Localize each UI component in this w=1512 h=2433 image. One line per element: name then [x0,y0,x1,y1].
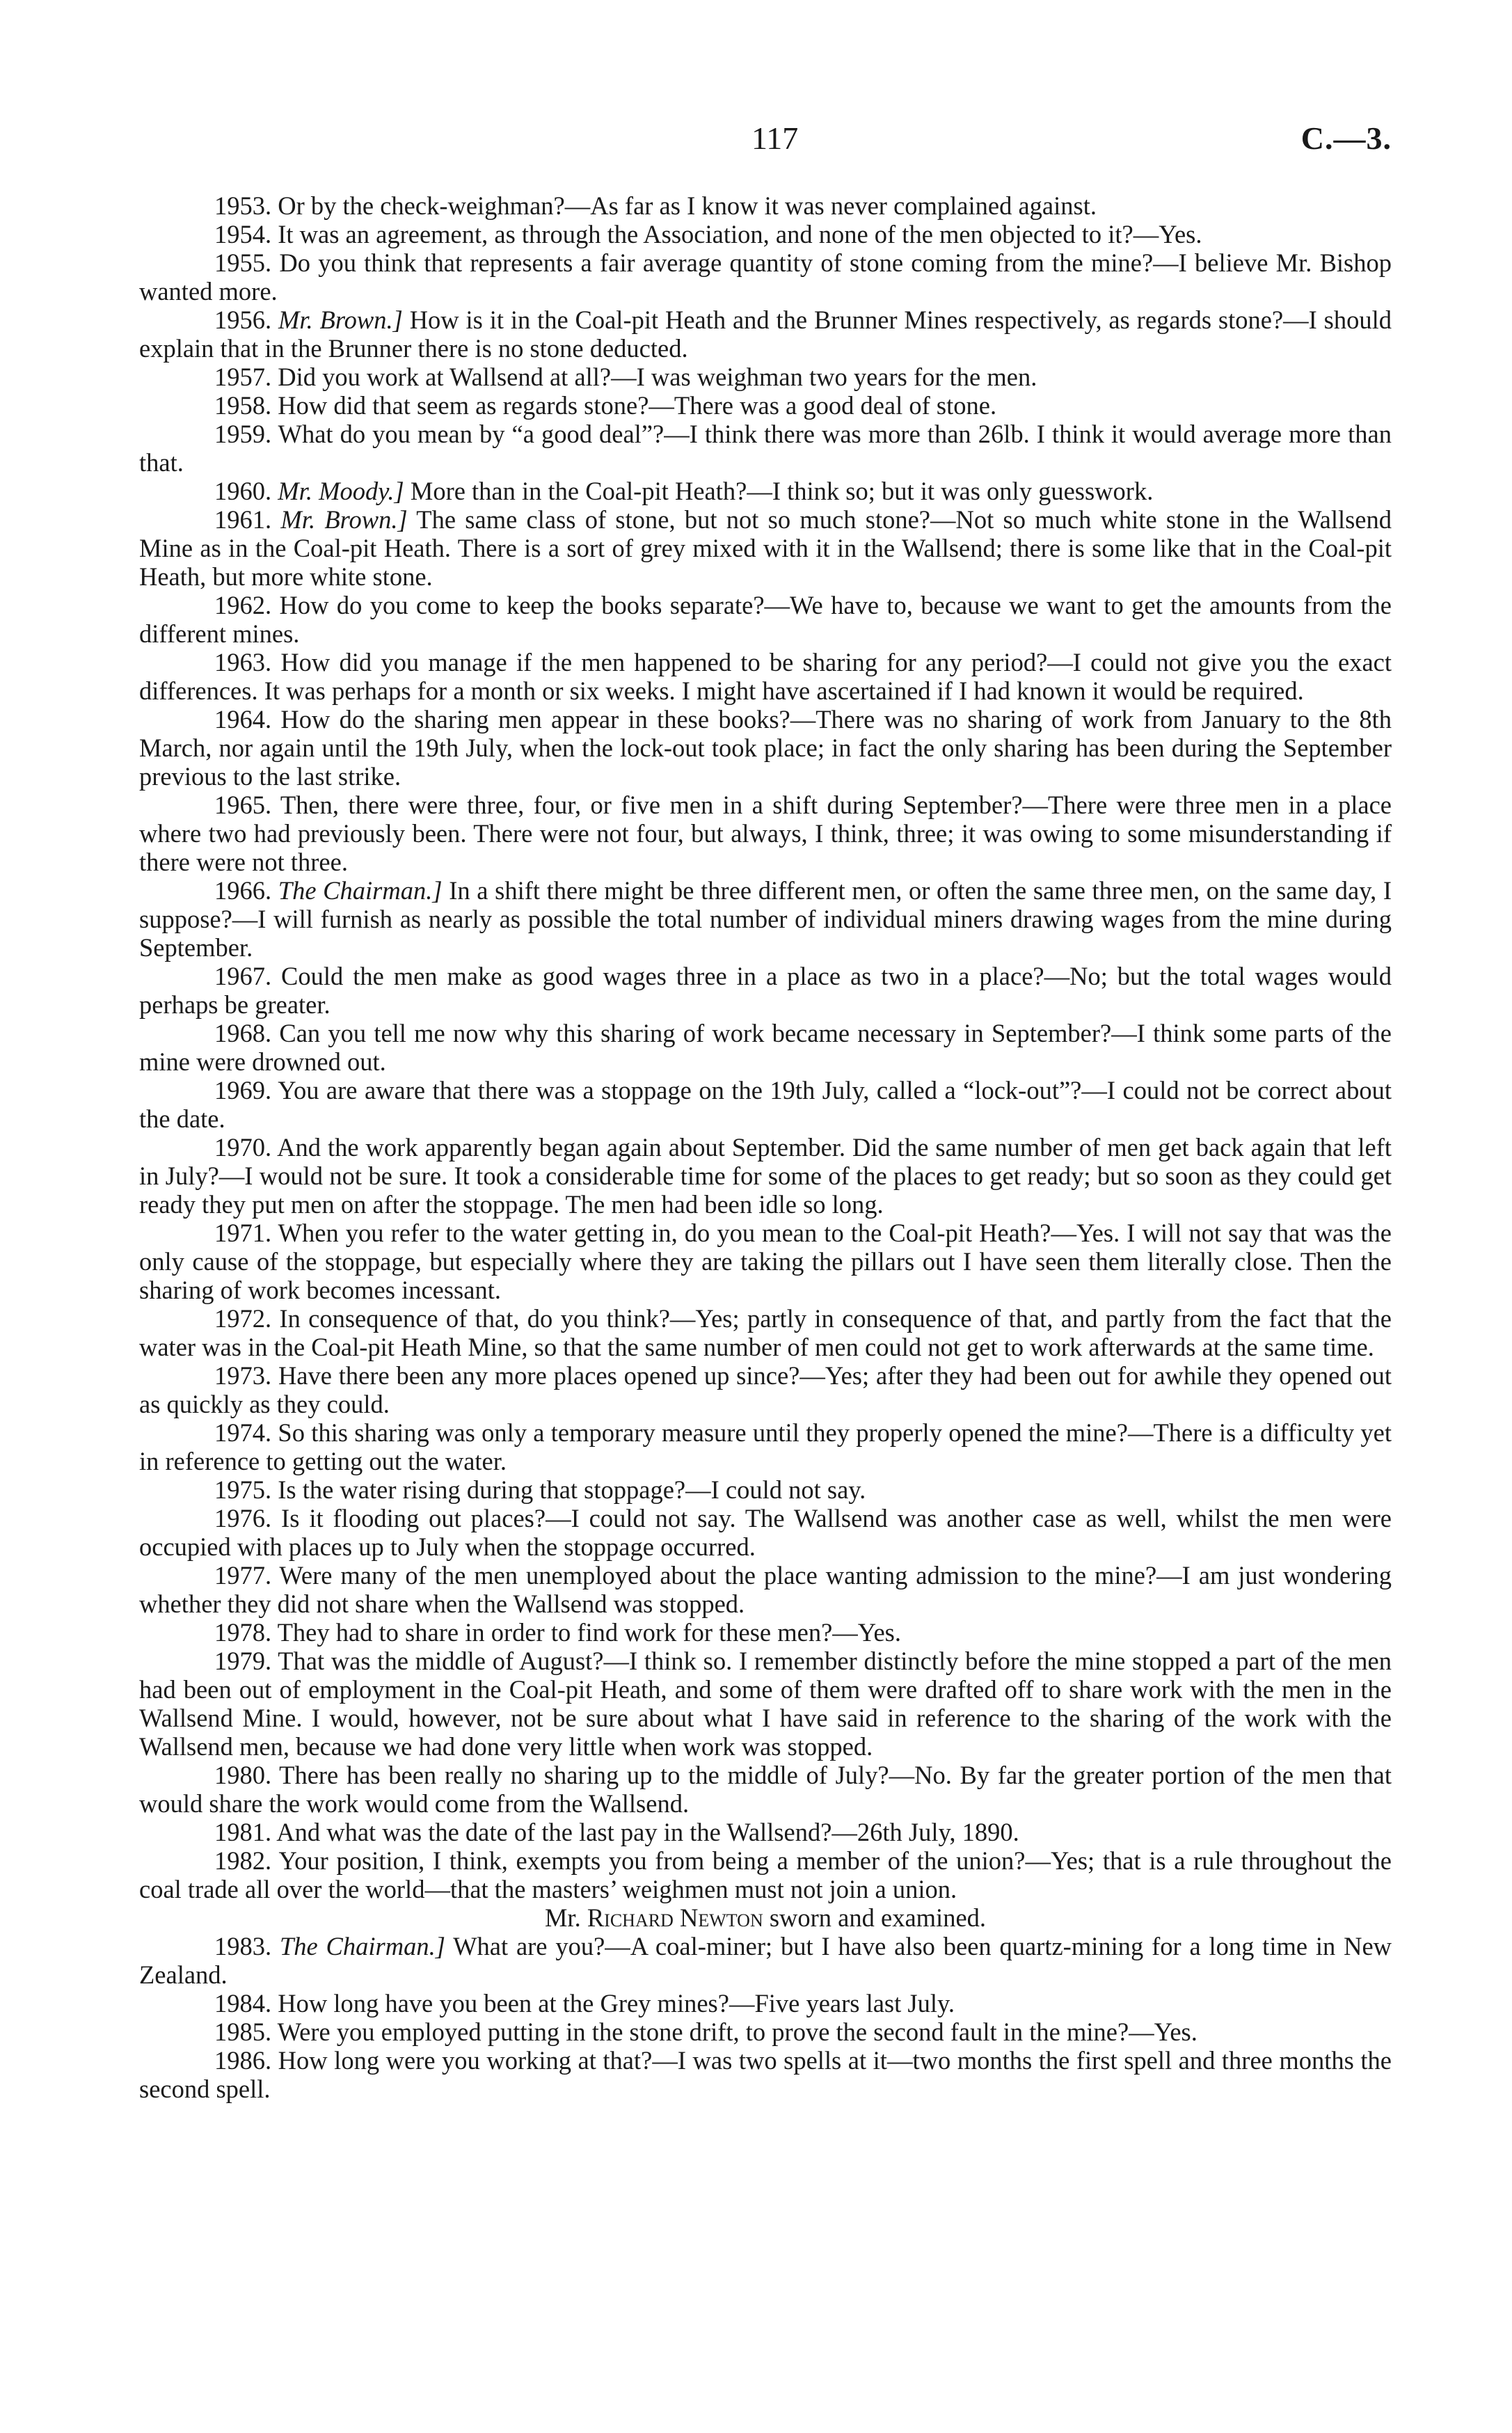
paragraph-text: Did you work at Wallsend at all?—I was weighman two years for the men. [278,363,1037,391]
speaker-name: Mr. Brown.] [278,306,403,334]
paragraph-number: 1980. [214,1761,272,1789]
testimony-paragraph [139,420,1392,477]
paragraph-number: 1986. [214,2046,272,2075]
paragraph-number: 1981. [214,1818,272,1846]
testimony-paragraph [139,1647,1392,1761]
testimony-paragraph [139,1076,1392,1133]
testimony-section-1 [139,191,1392,1903]
paragraph-number: 1969. [214,1076,272,1104]
paragraph-number: 1955. [214,248,272,277]
paragraph-number: 1966. [214,876,272,905]
testimony-paragraph [139,1304,1392,1361]
speaker-name: The Chairman.] [278,876,443,905]
paragraph-number: 1971. [214,1219,272,1247]
paragraph-text: How is it in the Coal-pit Heath and the Brunner Mines respectively, as regards stone?—I should explain that in the Brunner there is no stone deducted. [139,306,1392,363]
paragraph-number: 1961. [214,505,272,534]
paragraph-number: 1965. [214,791,272,819]
testimony-paragraph [139,648,1392,705]
paragraph-number: 1974. [214,1418,272,1447]
paragraph-number: 1979. [214,1647,272,1675]
testimony-paragraph [139,2046,1392,2103]
testimony-paragraph [139,1475,1392,1504]
testimony-paragraph [139,1361,1392,1418]
paragraph-text: How do the sharing men appear in these books?—There was no sharing of work from January to the 8th March, nor again until the 19th July, when the lock-out took place; in fact the only sharing has been during the September previous to the last strike. [139,705,1392,791]
paragraph-text: In a shift there might be three different men, or often the same three men, on the same day, I suppose?—I will furnish as nearly as possible the total number of individual miners drawing wages from the mine during September. [139,876,1392,962]
paragraph-text: In consequence of that, do you think?—Yes; partly in consequence of that, and partly from the fact that the water was in the Coal-pit Heath Mine, so that the same number of men could not get to work afterwards at the same time. [139,1304,1392,1361]
paragraph-number: 1973. [214,1361,272,1390]
testimony-paragraph [139,477,1392,505]
paragraph-number: 1975. [214,1475,272,1504]
paragraph-text: They had to share in order to find work for these men?—Yes. [277,1618,902,1647]
paragraph-text: Or by the check-weighman?—As far as I know it was never complained against. [278,191,1097,220]
paragraph-number: 1957. [214,363,272,391]
paragraph-text: When you refer to the water getting in, do you mean to the Coal-pit Heath?—Yes. I will not say that was the only cause of the stoppage, but especially where they are taking the pillars out I have seen them literally close. Then the sharing of work becomes incessant. [139,1219,1392,1304]
paragraph-text: Do you think that represents a fair average quantity of stone coming from the mine?—I believe Mr. Bishop wanted more. [139,248,1392,306]
testimony-paragraph [139,191,1392,220]
body-text [139,191,1392,2103]
paragraph-number: 1972. [214,1304,272,1333]
testimony-paragraph [139,363,1392,391]
paragraph-number: 1983. [214,1932,272,1960]
paragraph-text: What are you?—A coal-miner; but I have also been quartz-mining for a long time in New Zealand. [139,1932,1392,1989]
testimony-paragraph [139,220,1392,248]
paragraph-number: 1963. [214,648,272,676]
paragraph-text: Could the men make as good wages three in a place as two in a place?—No; but the total wages would perhaps be greater. [139,962,1392,1019]
speaker-name: Mr. Brown.] [280,505,408,534]
paragraph-text: How did you manage if the men happened to be sharing for any period?—I could not give you the exact differences. It was perhaps for a month or six weeks. I might have ascertained if I had known it would be required. [139,648,1392,705]
paragraph-number: 1976. [214,1504,272,1532]
paragraph-text: And what was the date of the last pay in the Wallsend?—26th July, 1890. [276,1818,1019,1846]
paragraph-number: 1970. [214,1133,272,1162]
testimony-paragraph [139,1019,1392,1076]
paragraph-text: The same class of stone, but not so much stone?—Not so much white stone in the Wallsend Mine as in the Coal-pit Heath. There is a sort of grey mixed with it in the Wallsend; there is some like that in the Coal-pit Heath, but more white stone. [139,505,1392,591]
paragraph-text: More than in the Coal-pit Heath?—I think so; but it was only guesswork. [410,477,1154,505]
speaker-name: The Chairman.] [279,1932,445,1960]
page-header [139,120,1392,168]
paragraph-text: Were you employed putting in the stone drift, to prove the second fault in the mine?—Yes. [277,2018,1197,2046]
paragraph-number: 1967. [214,962,272,990]
witness-heading [139,1903,1392,1932]
paragraph-number: 1968. [214,1019,272,1047]
paragraph-number: 1964. [214,705,272,734]
paragraph-number: 1978. [214,1618,272,1647]
paragraph-text: Is the water rising during that stoppage?—I could not say. [278,1475,866,1504]
testimony-paragraph [139,306,1392,363]
paragraph-number: 1982. [214,1846,272,1875]
testimony-paragraph [139,391,1392,420]
paragraph-text: Were many of the men unemployed about the place wanting admission to the mine?—I am just wondering whether they did not share when the Wallsend was stopped. [139,1561,1392,1618]
paragraph-number: 1956. [214,306,272,334]
paragraph-number: 1959. [214,420,272,448]
paragraph-text: What do you mean by “a good deal”?—I think there was more than 26lb. I think it would average more than that. [139,420,1392,477]
paragraph-number: 1985. [214,2018,272,2046]
speaker-name: Mr. Moody.] [278,477,404,505]
paragraph-number: 1954. [214,220,272,248]
paragraph-text: Is it flooding out places?—I could not say. The Wallsend was another case as well, whilst the men were occupied with places up to July when the stoppage occurred. [139,1504,1392,1561]
paragraph-text: How did that seem as regards stone?—There was a good deal of stone. [278,391,997,420]
paragraph-number: 1958. [214,391,272,420]
paragraph-text: Have there been any more places opened up since?—Yes; after they had been out for awhile they opened out as quickly as they could. [139,1361,1392,1418]
testimony-paragraph [139,1418,1392,1475]
testimony-paragraph [139,1761,1392,1818]
paragraph-text: How long have you been at the Grey mines?—Five years last July. [278,1989,955,2018]
paragraph-text: Then, there were three, four, or five men in a shift during September?—There were three men in a place where two had previously been. There were not four, but always, I think, three; it was owing to some misunderstanding if there were not three. [139,791,1392,876]
testimony-paragraph [139,505,1392,591]
testimony-paragraph [139,1846,1392,1903]
paragraph-text: How long were you working at that?—I was two spells at it—two months the first spell and three months the second spell. [139,2046,1392,2103]
document-reference: C.—3. [1300,120,1392,156]
paragraph-text: There has been really no sharing up to the middle of July?—No. By far the greater portion of the men that would share the work would come from the Wallsend. [139,1761,1392,1818]
paragraph-text: You are aware that there was a stoppage on the 19th July, called a “lock-out”?—I could not be correct about the date. [139,1076,1392,1133]
paragraph-text: It was an agreement, as through the Association, and none of the men objected to it?—Yes. [278,220,1202,248]
testimony-paragraph [139,1932,1392,1989]
paragraph-text: So this sharing was only a temporary measure until they properly opened the mine?—There is a difficulty yet in reference to getting out the water. [139,1418,1392,1475]
testimony-paragraph [139,705,1392,791]
testimony-paragraph [139,1618,1392,1647]
paragraph-number: 1953. [214,191,272,220]
testimony-paragraph [139,248,1392,306]
testimony-paragraph [139,1504,1392,1561]
testimony-section-2 [139,1932,1392,2103]
testimony-paragraph [139,1989,1392,2018]
testimony-paragraph [139,1219,1392,1304]
testimony-paragraph [139,591,1392,648]
witness-name: Richard Newton [587,1903,763,1932]
testimony-paragraph [139,1133,1392,1219]
paragraph-number: 1960. [214,477,272,505]
paragraph-text: And the work apparently began again about September. Did the same number of men get back again that left in July?—I would not be sure. It took a considerable time for some of the places to get ready; but so soon as they could get ready they put men on after the stoppage. The men had been idle so long. [139,1133,1392,1219]
witness-suffix: sworn and examined. [769,1903,987,1932]
testimony-paragraph [139,2018,1392,2046]
paragraph-text: Can you tell me now why this sharing of work became necessary in September?—I think some parts of the mine were drowned out. [139,1019,1392,1076]
paragraph-text: How do you come to keep the books separate?—We have to, because we want to get the amounts from the different mines. [139,591,1392,648]
paragraph-text: That was the middle of August?—I think so. I remember distinctly before the mine stopped a part of the men had been out of employment in the Coal-pit Heath, and some of them were drafted off to share work with the men in the Wallsend Mine. I would, however, not be sure about what I have said in reference to the sharing of the work with the Wallsend men, because we had done very little when work was stopped. [139,1647,1392,1761]
page-number: 117 [751,120,799,156]
testimony-paragraph [139,791,1392,876]
paragraph-number: 1984. [214,1989,272,2018]
testimony-paragraph [139,1561,1392,1618]
testimony-paragraph [139,876,1392,962]
paragraph-text: Your position, I think, exempts you from being a member of the union?—Yes; that is a rule throughout the coal trade all over the world—that the masters’ weighmen must not join a union. [139,1846,1392,1903]
testimony-paragraph [139,1818,1392,1846]
paragraph-number: 1962. [214,591,272,619]
witness-prefix: Mr. [544,1903,581,1932]
paragraph-number: 1977. [214,1561,272,1590]
testimony-paragraph [139,962,1392,1019]
